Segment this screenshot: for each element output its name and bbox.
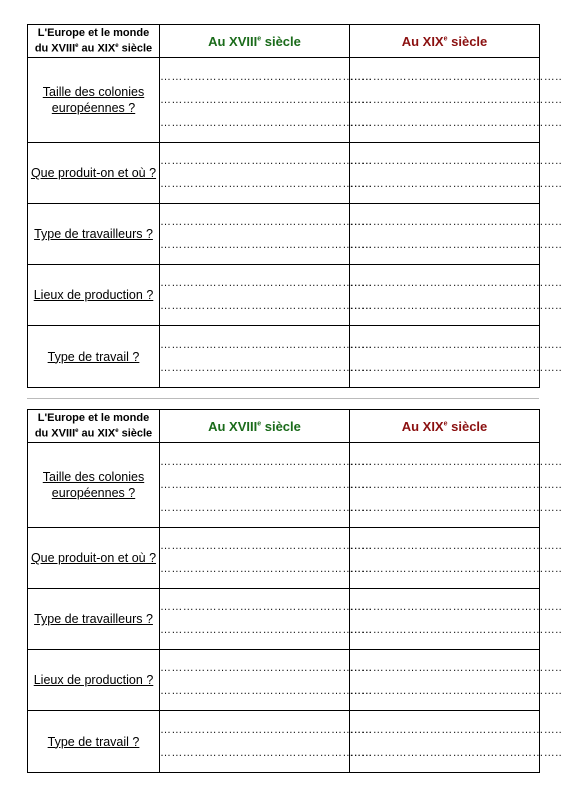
- row-label: Type de travail ?: [28, 326, 160, 388]
- answer-cell-19th[interactable]: [350, 143, 563, 204]
- answer-cell-18th[interactable]: [160, 711, 373, 773]
- answer-line[interactable]: ………………………………………………..: [350, 239, 563, 251]
- answer-cell-18th[interactable]: [160, 589, 373, 650]
- answer-line[interactable]: ………………………………………………..: [350, 216, 563, 228]
- answer-cell-19th[interactable]: [350, 326, 563, 388]
- row-label: Que produit-on et où ?: [28, 143, 160, 204]
- column-header-sup: e: [257, 35, 262, 43]
- table-row: [28, 265, 540, 326]
- answer-cell-18th[interactable]: [160, 143, 373, 204]
- column-header-sup: e: [443, 420, 448, 428]
- worksheet-table-bottom: [27, 409, 563, 773]
- answer-line[interactable]: ………………………………………………..: [350, 116, 563, 129]
- answer-line[interactable]: ………………………………………………..: [350, 563, 563, 575]
- answer-line[interactable]: ………………………………………………..: [350, 178, 563, 190]
- answer-line[interactable]: ………………………………………………..: [160, 239, 373, 251]
- corner-sup: e: [115, 42, 119, 49]
- answer-line[interactable]: ………………………………………………..: [160, 93, 373, 106]
- answer-line[interactable]: ………………………………………………..: [160, 685, 373, 697]
- table-row: [28, 589, 540, 650]
- table-row: [28, 528, 540, 589]
- answer-line[interactable]: ………………………………………………..: [350, 601, 563, 613]
- answer-cell-19th[interactable]: [350, 443, 563, 528]
- column-header-text: siècle: [261, 418, 301, 434]
- row-label: Type de travailleurs ?: [28, 589, 160, 650]
- corner-header-text: du XVIII: [34, 42, 76, 55]
- corner-sup: e: [115, 427, 119, 434]
- corner-header: [28, 25, 160, 58]
- column-header-text: siècle: [447, 418, 488, 434]
- row-label: Taille des colonies européennes ?: [28, 58, 160, 143]
- worksheet-table-top: [27, 24, 563, 388]
- answer-cell-18th[interactable]: [160, 443, 373, 528]
- answer-line[interactable]: ………………………………………………..: [160, 746, 373, 759]
- answer-cell-18th[interactable]: [160, 204, 373, 265]
- answer-cell-18th[interactable]: [160, 326, 373, 388]
- row-label: Lieux de production ?: [28, 650, 160, 711]
- cut-line-divider: [27, 398, 539, 399]
- answer-line[interactable]: ………………………………………………..: [350, 501, 563, 514]
- corner-sup: e: [75, 427, 79, 434]
- corner-header-text: au XIX: [78, 42, 116, 55]
- answer-line[interactable]: ………………………………………………..: [350, 624, 563, 636]
- answer-line[interactable]: ………………………………………………..: [350, 93, 563, 106]
- answer-cell-19th[interactable]: [350, 650, 563, 711]
- answer-cell-18th[interactable]: [160, 265, 373, 326]
- answer-line[interactable]: ………………………………………………..: [160, 155, 373, 167]
- table-row: [28, 204, 540, 265]
- column-header-18th: [160, 410, 350, 443]
- answer-cell-19th[interactable]: [350, 204, 563, 265]
- answer-line[interactable]: ………………………………………………..: [160, 601, 373, 613]
- table-row: [28, 711, 540, 773]
- row-label: Taille des colonies européennes ?: [28, 443, 160, 528]
- answer-line[interactable]: ………………………………………………..: [350, 685, 563, 697]
- table-row: [28, 326, 540, 388]
- corner-header-text: au XIX: [78, 427, 116, 440]
- answer-line[interactable]: ………………………………………………..: [350, 478, 563, 491]
- table-row: [28, 443, 540, 528]
- header-row: [28, 25, 540, 58]
- answer-cell-19th[interactable]: [350, 589, 563, 650]
- corner-header-line1: L'Europe et le monde: [37, 411, 150, 424]
- answer-cell-18th[interactable]: [160, 650, 373, 711]
- answer-line[interactable]: ………………………………………………..: [160, 624, 373, 636]
- answer-line[interactable]: ………………………………………………..: [160, 563, 373, 575]
- table-row: [28, 58, 540, 143]
- answer-cell-19th[interactable]: [350, 58, 563, 143]
- column-header-19th: [350, 25, 540, 58]
- answer-line[interactable]: ………………………………………………..: [160, 116, 373, 129]
- table-row: [28, 650, 540, 711]
- answer-line[interactable]: ………………………………………………..: [160, 300, 373, 312]
- table-row: [28, 143, 540, 204]
- answer-line[interactable]: ………………………………………………..: [160, 277, 373, 289]
- corner-header-text: siècle: [118, 427, 153, 440]
- row-label: Type de travail ?: [28, 711, 160, 773]
- answer-line[interactable]: ………………………………………………..: [160, 478, 373, 491]
- column-header-text: siècle: [447, 33, 488, 49]
- column-header-text: Au XVIII: [208, 418, 258, 434]
- corner-header-line1: L'Europe et le monde: [37, 26, 150, 39]
- answer-cell-18th[interactable]: [160, 58, 373, 143]
- column-header-text: Au XVIII: [208, 33, 258, 49]
- answer-line[interactable]: ………………………………………………..: [350, 662, 563, 674]
- answer-line[interactable]: ………………………………………………..: [160, 178, 373, 190]
- answer-line[interactable]: ………………………………………………..: [160, 338, 373, 351]
- answer-line[interactable]: ………………………………………………..: [160, 70, 373, 83]
- corner-header-text: siècle: [118, 42, 153, 55]
- corner-sup: e: [75, 42, 79, 49]
- row-label: Type de travailleurs ?: [28, 204, 160, 265]
- header-row: [28, 410, 540, 443]
- column-header-text: Au XIX: [401, 418, 444, 434]
- answer-line[interactable]: ………………………………………………..: [350, 338, 563, 351]
- answer-line[interactable]: ………………………………………………..: [350, 361, 563, 374]
- answer-line[interactable]: ………………………………………………..: [350, 455, 563, 468]
- answer-line[interactable]: ………………………………………………..: [350, 277, 563, 289]
- row-label: Que produit-on et où ?: [28, 528, 160, 589]
- answer-cell-19th[interactable]: [350, 528, 563, 589]
- answer-line[interactable]: ………………………………………………..: [160, 216, 373, 228]
- answer-line[interactable]: ………………………………………………..: [350, 540, 563, 552]
- column-header-text: siècle: [261, 33, 301, 49]
- column-header-sup: e: [443, 35, 448, 43]
- answer-line[interactable]: ………………………………………………..: [350, 723, 563, 736]
- column-header-19th: [350, 410, 540, 443]
- answer-line[interactable]: ………………………………………………..: [160, 540, 373, 552]
- answer-line[interactable]: ………………………………………………..: [160, 455, 373, 468]
- column-header-18th: [160, 25, 350, 58]
- answer-cell-19th[interactable]: [350, 265, 563, 326]
- answer-line[interactable]: ………………………………………………..: [160, 723, 373, 736]
- answer-line[interactable]: ………………………………………………..: [160, 662, 373, 674]
- answer-line[interactable]: ………………………………………………..: [350, 70, 563, 83]
- answer-line[interactable]: ………………………………………………..: [350, 300, 563, 312]
- answer-cell-19th[interactable]: [350, 711, 563, 773]
- answer-line[interactable]: ………………………………………………..: [350, 155, 563, 167]
- row-label: Lieux de production ?: [28, 265, 160, 326]
- corner-header: [28, 410, 160, 443]
- column-header-sup: e: [257, 420, 262, 428]
- corner-header-text: du XVIII: [34, 427, 76, 440]
- answer-line[interactable]: ………………………………………………..: [160, 361, 373, 374]
- column-header-text: Au XIX: [401, 33, 444, 49]
- answer-line[interactable]: ………………………………………………..: [160, 501, 373, 514]
- answer-line[interactable]: ………………………………………………..: [350, 746, 563, 759]
- answer-cell-18th[interactable]: [160, 528, 373, 589]
